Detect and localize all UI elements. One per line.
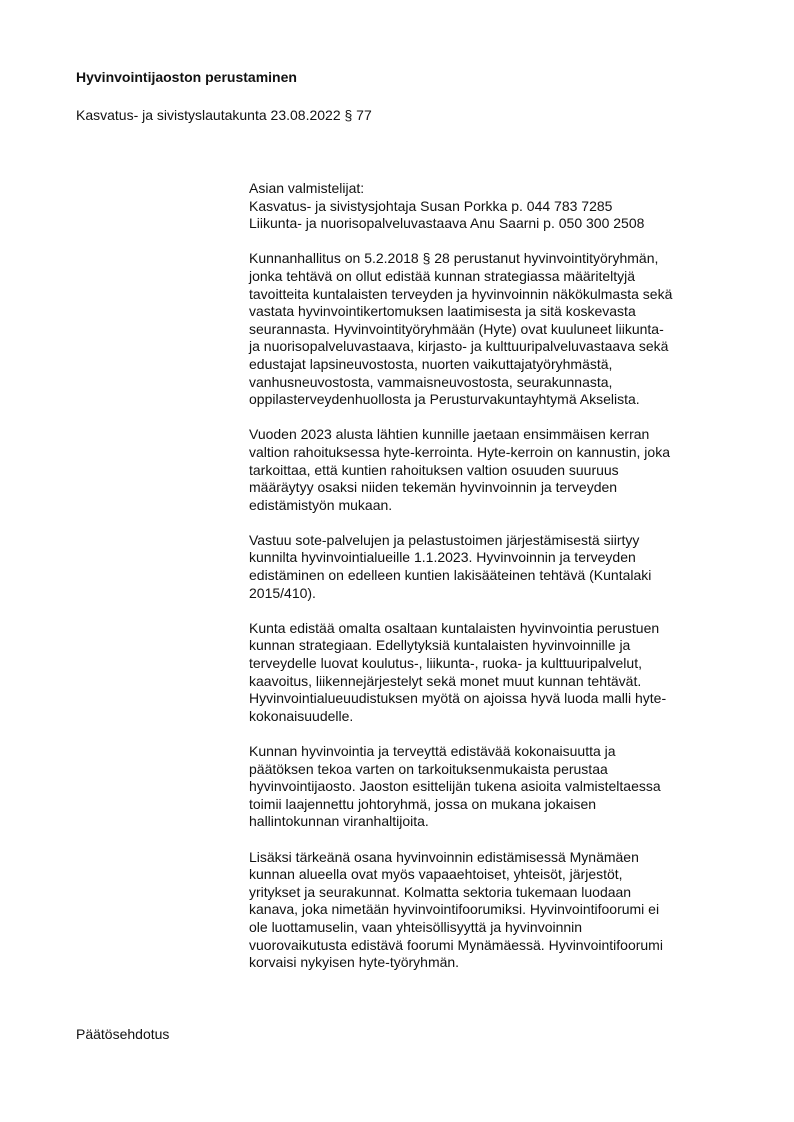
paragraph-municipality-role: [249, 620, 739, 726]
text-line: edistäminen on edelleen kuntien lakisääteinen tehtävä (Kuntalaki: [249, 567, 652, 584]
paragraph-background: [249, 250, 739, 408]
text-line: ja nuorisopalveluvastaava, kirjasto- ja kulttuuripalveluvastaava sekä: [249, 338, 669, 355]
text-line: tavoitteita kuntalaisten terveyden ja hyvinvoinnin näkökulmasta sekä: [249, 285, 673, 302]
text-line: vastata hyvinvointikertomuksen laatimisesta ja sitä koskevasta: [249, 303, 636, 320]
preparers-block: [249, 180, 739, 233]
text-line: kunnan alueella ovat myös vapaaehtoiset, yhteisöt, järjestöt,: [249, 866, 623, 883]
paragraph-welfare-section: [249, 743, 739, 831]
text-line: Vastuu sote-palvelujen ja pelastustoimen järjestämisestä siirtyy: [249, 531, 640, 548]
meeting-reference: Kasvatus- ja sivistyslautakunta 23.08.2022 § 77: [76, 107, 372, 123]
text-line: hallintokunnan viranhaltijoita.: [249, 813, 429, 830]
text-line: 2015/410).: [249, 584, 316, 601]
text-line: oppilasterveydenhuollosta ja Perusturvakuntayhtymä Akselista.: [249, 391, 640, 408]
text-line: Hyvinvointialueuudistuksen myötä on ajoissa hyvä luoda malli hyte-: [249, 690, 667, 707]
text-line: kaavoitus, liikennejärjestelyt sekä monet muut kunnan tehtävät.: [249, 672, 642, 689]
text-line: kunnilta hyvinvointialueille 1.1.2023. Hyvinvoinnin ja terveyden: [249, 549, 636, 566]
text-line: Kunta edistää omalta osaltaan kuntalaisten hyvinvointia perustuen: [249, 619, 660, 636]
text-line: kanava, joka nimetään hyvinvointifoorumiksi. Hyvinvointifoorumi ei: [249, 901, 660, 918]
text-line: Lisäksi tärkeänä osana hyvinvoinnin edistämisessä Mynämäen: [249, 848, 639, 865]
text-line: korvaisi nykyisen hyte-työryhmän.: [249, 954, 460, 971]
text-line: vuorovaikutusta edistävä foorumi Mynämäessä. Hyvinvointifoorumi: [249, 936, 663, 953]
preparers-heading: Asian valmistelijat:: [249, 180, 365, 196]
body-column: [249, 180, 739, 989]
paragraph-welfare-forum: [249, 849, 739, 972]
text-line: päätöksen tekoa varten on tarkoituksenmukaista perustaa: [249, 760, 608, 777]
text-line: Kunnanhallitus on 5.2.2018 § 28 perustanut hyvinvointityöryhmän,: [249, 250, 659, 267]
text-line: edustajat lapsineuvostosta, nuorten vaikuttajatyöryhmästä,: [249, 355, 613, 372]
text-line: jonka tehtävä on ollut edistää kunnan strategiassa määriteltyjä: [249, 267, 636, 284]
text-line: tarkoittaa, että kuntien rahoituksen valtion osuuden suuruus: [249, 461, 619, 478]
preparer-line: Kasvatus- ja sivistysjohtaja Susan Porkka p. 044 783 7285: [249, 197, 613, 214]
text-line: kunnan strategiaan. Edellytyksiä kuntalaisten hyvinvoinnille ja: [249, 637, 631, 654]
text-line: kokonaisuudelle.: [249, 707, 354, 724]
text-line: edistämistyön mukaan.: [249, 496, 393, 513]
text-line: määräytyy osaksi niiden tekemän hyvinvoinnin ja terveyden: [249, 479, 618, 496]
paragraph-hyte-coefficient: [249, 426, 739, 514]
text-line: hyvinvointijaosto. Jaoston esittelijän tukena asioita valmisteltaessa: [249, 778, 661, 795]
text-line: seurannasta. Hyvinvointityöryhmään (Hyte) ovat kuuluneet liikunta-: [249, 320, 664, 337]
proposal-heading: Päätösehdotus: [76, 1026, 170, 1042]
preparer-line: Liikunta- ja nuorisopalveluvastaava Anu Saarni p. 050 300 2508: [249, 215, 645, 232]
text-line: ole luottamuselin, vaan yhteisöllisyyttä ja hyvinvoinnin: [249, 918, 583, 935]
text-line: toimii laajennettu johtoryhmä, jossa on mukana jokaisen: [249, 795, 597, 812]
text-line: Vuoden 2023 alusta lähtien kunnille jaetaan ensimmäisen kerran: [249, 426, 650, 443]
text-line: yritykset ja seurakunnat. Kolmatta sektoria tukemaan luodaan: [249, 883, 632, 900]
text-line: valtion rahoituksessa hyte-kerrointa. Hyte-kerroin on kannustin, joka: [249, 443, 670, 460]
text-line: terveydelle luovat koulutus-, liikunta-, ruoka- ja kulttuuripalvelut,: [249, 655, 642, 672]
document-title: Hyvinvointijaoston perustaminen: [76, 69, 297, 85]
paragraph-responsibility: [249, 532, 739, 602]
text-line: Kunnan hyvinvointia ja terveyttä edistävää kokonaisuutta ja: [249, 743, 616, 759]
text-line: vanhusneuvostosta, vammaisneuvostosta, seurakunnasta,: [249, 373, 613, 390]
